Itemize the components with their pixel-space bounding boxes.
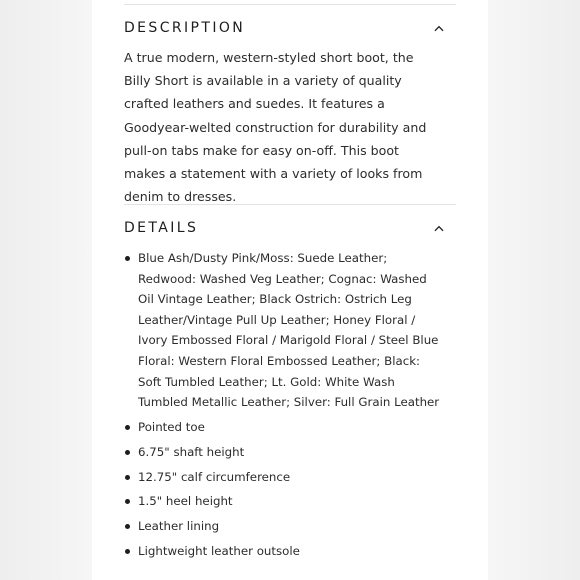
details-list xyxy=(124,248,444,566)
list-item-text: Leather lining xyxy=(138,519,220,534)
product-info-panel xyxy=(106,0,472,580)
top-divider xyxy=(124,4,456,5)
list-item xyxy=(124,491,444,512)
bullet-icon xyxy=(125,549,130,554)
list-item-text: 6.75" shaft height xyxy=(138,444,245,459)
list-item-text: Lightweight leather outsole xyxy=(138,543,300,558)
bullet-icon xyxy=(125,425,130,430)
description-text: A true modern, western-styled short boot, the Billy Short is available in a variety of quality crafted leathers and suedes. It features a Goodyear-welted construction for durability and pull-on tabs make for easy on-off. This boot makes a statement with a variety of looks from denim to dresses. xyxy=(124,50,427,205)
list-item xyxy=(124,248,444,413)
list-item xyxy=(124,417,444,438)
description-accordion-header[interactable] xyxy=(124,17,456,39)
bullet-icon xyxy=(125,450,130,455)
list-item-text: Blue Ash/Dusty Pink/Moss: Suede Leather; Redwood: Washed Veg Leather; Cognac: Washed Oil Vintage Leather; Black Ostrich: Ostrich Leg Leather/Vintage Pull Up Leather; Honey Floral / Ivory Embossed Floral / Marigold Floral / Steel Blue Floral: Western Floral Embossed Leather; Black: Soft Tumbled Leather; Lt. Gold: White Wash Tumbled Metallic Leather; Silver: Full Grain Leather xyxy=(138,251,440,410)
list-item xyxy=(124,442,444,463)
list-item xyxy=(124,541,444,562)
bullet-icon xyxy=(125,256,130,261)
details-title: DETAILS xyxy=(124,220,199,236)
bullet-icon xyxy=(125,499,130,504)
list-item-text: Pointed toe xyxy=(138,419,205,434)
list-item xyxy=(124,516,444,537)
section-divider xyxy=(124,204,456,205)
background-right xyxy=(488,0,580,580)
list-item-text: 12.75" calf circumference xyxy=(138,469,291,484)
background-left xyxy=(0,0,92,580)
bullet-icon xyxy=(125,524,130,529)
chevron-up-icon[interactable] xyxy=(434,23,444,33)
bullet-icon xyxy=(125,475,130,480)
description-title: DESCRIPTION xyxy=(124,20,246,36)
list-item-text: 1.5" heel height xyxy=(138,494,233,509)
list-item xyxy=(124,467,444,488)
details-accordion-header[interactable] xyxy=(124,217,456,239)
chevron-up-icon[interactable] xyxy=(434,223,444,233)
